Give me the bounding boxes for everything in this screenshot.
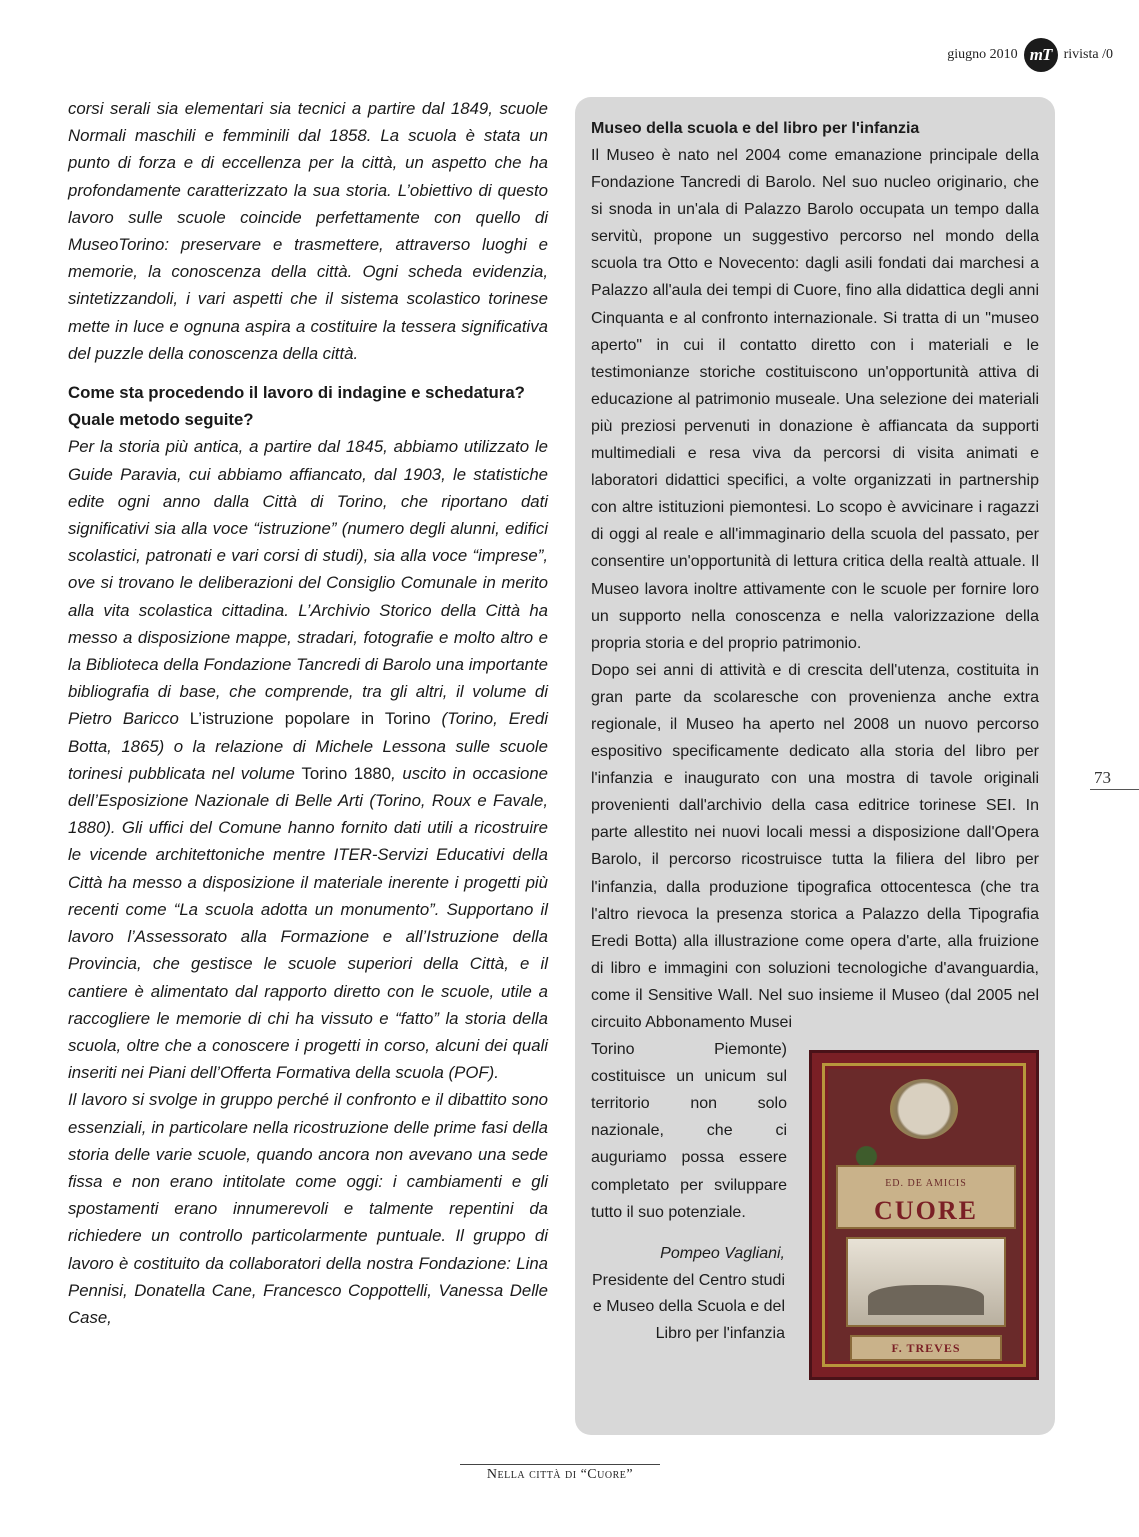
book-cover-subtitle: ED. DE AMICIS [885,1178,967,1189]
left-paragraph-1: corsi serali sia elementari sia tecnici a partire dal 1849, scuole Normali maschili e femminili dal 1858. La scuola è stata un punto di forza e di eccellenza per la città, un aspetto che ha profondamente caratterizzato la sua storia. L’obiettivo di questo lavoro sulle scuole coincide perfettamente con quello di MuseoTorino: preservare e trasmettere, attraverso luoghi e memorie, la conoscenza della città. Ogni scheda evidenzia, sintetizzandoli, i vari aspetti che il sistema scolastico torinese mette in luce e ognuna aspira a costituire la tessera significativa del puzzle della conoscenza della città. [68,99,548,363]
box-paragraph-2: Dopo sei anni di attività e di crescita dell'utenza, costituita in gran parte da scolaresche con provenienza anche extra regionale, il Museo ha aperto nel 2008 un nuovo percorso espositivo specificamente dedicato alla storia del libro per l'infanzia e inaugurato con una mostra di tavole originali provenienti dall'archivio della casa editrice torinese SEI. In parte allestito nei nuovi locali messi a disposizione dall'Opera Barolo, il percorso ricostruisce tutta la filiera del libro per l'infanzia, dalla produzione tipografica ottocentesca (che tra l'altro rievoca la presenza storica a Palazzo della Tipografia Eredi Botta) alla illustrazione come opera d'arte, alla fruizione di libro e immagini con soluzioni tecnologiche d'avanguardia, come il Sensitive Wall. Nel suo insieme il Museo (dal 2005 nel circuito Abbonamento Musei [591,661,1039,1031]
left-paragraph-2-part-2: (Torino, Eredi Botta, 1865) o la relazione di Michele Lessona sulle scuole torinesi pubblicata nel volume [68,709,548,783]
box-bottom-area [591,1036,1039,1396]
page-number: 73 [1090,768,1139,790]
interview-question: Come sta procedendo il lavoro di indagine e schedatura? Quale metodo seguite? [68,383,525,430]
left-paragraph-2-part-1: Per la storia più antica, a partire dal 1845, abbiamo utilizzato le Guide Paravia, cui abbiamo affiancato, dal 1903, le statistiche edite ogni anno dalla Città di Torino, che riportano dati significativi sia alla voce “istruzione” (numero degli alunni, edifici scolastici, patronati e vari corsi di studi), sia alla voce “imprese”, ove si trovano le deliberazioni del Consiglio Comunale in merito alla vita scolastica cittadina. L’Archivio Storico della Città ha messo a disposizione mappe, stradari, fotografie e molto altro e la Biblioteca della Fondazione Tancredi di Barolo una importante bibliografia di base, che comprende, tra gli altri, il volume di Pietro Baricco [68,437,548,729]
book-cover-title-band [836,1165,1016,1229]
left-column [68,95,548,1331]
signature [591,1241,785,1347]
book-cover-illustration [846,1237,1006,1327]
book-title-torino-1880: Torino 1880 [301,763,392,783]
box-paragraph-2-continued: Torino Piemonte) costituisce un unicum sul territorio non solo nazionale, che ci auguriamo possa essere completato per sviluppare tutto il suo potenziale. [591,1041,787,1221]
book-cover-publisher: F. TREVES [850,1335,1002,1361]
left-paragraph-3: Il lavoro si svolge in gruppo perché il confronto e il dibattito sono essenziali, in particolare nella ricostruzione delle prime fasi della storia delle varie scuole, quando ancora non avevano una sede fissa e non erano intitolate come oggi: i cambiamenti e gli spostamenti erano innumerevoli e talmente repentini da richiedere un controllo particolarmente puntuale. Il gruppo di lavoro è costituito da collaboratori della nostra Fondazione: Lina Pennisi, Donatella Cane, Francesco Coppottelli, Vanessa Delle Case, [68,1090,548,1327]
magazine-logo-icon: mT [1024,38,1058,72]
box-title: Museo della scuola e del libro per l'infanzia [591,120,920,137]
running-footer: Nella città di “Cuore” [460,1464,660,1483]
signature-role: Presidente del Centro studi e Museo della Scuola e del Libro per l'infanzia [592,1271,785,1342]
book-title-istruzione: L’istruzione popolare in Torino [189,709,431,729]
header-issue: rivista /0 [1063,47,1113,62]
left-paragraph-2 [68,433,548,1086]
book-cover-title: CUORE [874,1196,978,1226]
header-date: giugno 2010 [947,47,1018,62]
page-header [947,38,1113,72]
book-cover-image [809,1050,1039,1380]
signature-name: Pompeo Vagliani, [660,1245,785,1263]
box-paragraph-1: Il Museo è nato nel 2004 come emanazione principale della Fondazione Tancredi di Barolo. Nel suo nucleo originario, che si snoda in un'ala di Palazzo Barolo occupata un tempo dalla servitù, propone un suggestivo percorso nel mondo della scuola tra Otto e Novecento: dagli asili fondati dai marchesi a Palazzo all'aula dei tempi di Cuore, fino alla didattica degli anni Cinquanta e al confronto internazionale. Si tratta di un "museo aperto" in cui il contatto diretto con i materiali e le testimonianze storiche costituiscono un'opportunità attiva di educazione al patrimonio museale. Una selezione dei materiali più preziosi pervenuti in donazione è affiancata da supporti multimediali e resa viva da percorsi di visita animati e laboratori didattici specifici, a volte organizzati in partnership con altre istituzioni piemontesi. Lo scopo è avvicinare i ragazzi di oggi al reale e all'immaginario della scuola del passato, per consentire un'opportunità di lettura critica della realtà attuale. Il Museo lavora inoltre attivamente con le scuole per fornire loro un supporto nella conoscenza e nella valorizzazione della propria storia e del proprio patrimonio. [591,147,1039,652]
book-cover-medallion [890,1079,958,1139]
left-paragraph-2-part-3: , uscito in occasione dell’Esposizione Nazionale di Belle Arti (Torino, Roux e Favale, 1880). Gli uffici del Comune hanno fornito dati utili a ricostruire le vicende architettoniche mentre ITER-Servizi Educativi della Città ha messo a disposizione il materiale inerente i progetti più recenti come “La scuola adotta un monumento”. Supportano il lavoro l’Assessorato alla Formazione e all’Istruzione della Provincia, che gestisce le scuole superiori della Città, e il cantiere è alimentato dal rapporto diretto con le scuole, utile a raccogliere le memorie di chi ha vissuto e “fatto” la storia della scuola, oltre che a conoscere i progetti in corso, alcuni dei quali inseriti nei Piani dell’Offerta Formativa della scuola (POF). [68,763,549,1083]
museum-sidebar-box [575,97,1055,1435]
